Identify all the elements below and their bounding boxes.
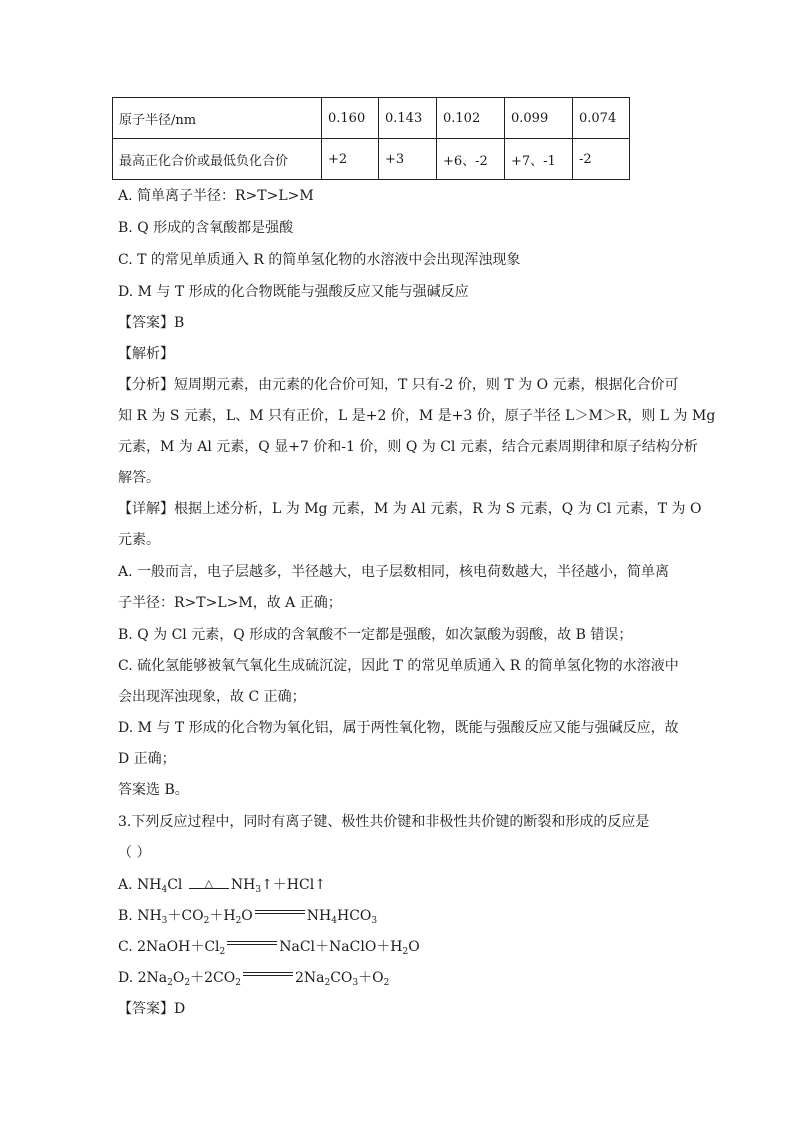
- equals-sign: [255, 910, 305, 916]
- detail-line: C. 硫化氢能够被氧气氧化生成硫沉淀，因此 T 的常见单质通入 R 的简单氢化物的水溶液中: [118, 658, 679, 674]
- q2-option-c: C. T 的常见单质通入 R 的简单氢化物的水溶液中会出现浑浊现象: [118, 252, 521, 268]
- row-label: 原子半径/nm: [113, 98, 322, 139]
- detail-line: 会出现浑浊现象，故 C 正确；: [118, 689, 306, 705]
- analysis-line: 解答。: [118, 470, 160, 486]
- table-cell: +6、-2: [437, 139, 505, 180]
- q3-option-b: B. $NH_3+CO_2+H_2O$ $NH_4HCO_3$: [118, 908, 378, 926]
- q2-analysis-heading: 【解析】: [118, 346, 174, 362]
- analysis-line: 元素，M 为 Al 元素，Q 显+7 价和-1 价，则 Q 为 Cl 元素，结合元素周期律和原子结构分析: [118, 439, 698, 455]
- row-label: 最高正化合价或最低负化合价: [113, 139, 322, 180]
- detail-line: A. 一般而言，电子层越多，半径越大，电子层数相同，核电荷数越大，半径越小，简单离: [118, 564, 670, 580]
- q3-option-c: C. $2NaOH+Cl_2$ $NaCl+NaClO+H_2O$: [118, 939, 420, 957]
- table-cell: +3: [379, 139, 437, 180]
- table-row: [113, 139, 630, 180]
- detail-line: B. Q 为 Cl 元素，Q 形成的含氧酸不一定都是强酸，如次氯酸为弱酸，故 B 错误；: [118, 627, 633, 643]
- equals-sign: [243, 972, 293, 978]
- table-row: [113, 98, 630, 139]
- q2-option-b: B. Q 形成的含氧酸都是强酸: [118, 220, 294, 236]
- table-cell: -2: [573, 139, 630, 180]
- table-cell: 0.102: [437, 98, 505, 139]
- q3-stem: 3.下列反应过程中，同时有离子键、极性共价键和非极性共价键的断裂和形成的反应是: [118, 814, 650, 830]
- table-cell: +7、-1: [505, 139, 573, 180]
- heat-condition-arrow: △: [187, 880, 231, 892]
- q3-option-d: D. $2Na_2O_2+2CO_2$ $2Na_2CO_3+O_2$: [118, 970, 390, 988]
- table-cell: +2: [322, 139, 379, 180]
- element-data-table: [112, 97, 630, 180]
- detail-line: 答案选 B。: [118, 782, 189, 798]
- detail-line: 元素。: [118, 532, 160, 548]
- q3-answer: 【答案】D: [118, 1001, 186, 1017]
- table-cell: 0.160: [322, 98, 379, 139]
- detail-line: 【详解】根据上述分析，L 为 Mg 元素，M 为 Al 元素，R 为 S 元素，Q 为 Cl 元素，T 为 O: [118, 501, 702, 517]
- q2-option-d: D. M 与 T 形成的化合物既能与强酸反应又能与强碱反应: [118, 284, 469, 300]
- equals-sign: [227, 941, 277, 947]
- detail-line: D 正确；: [118, 751, 176, 767]
- q3-blank: （ ）: [118, 845, 151, 861]
- analysis-line: 【分析】短周期元素，由元素的化合价可知，T 只有-2 价，则 T 为 O 元素，根据化合价可: [118, 377, 679, 393]
- detail-line: 子半径：R>T>L>M，故 A 正确；: [118, 595, 342, 611]
- table-cell: 0.074: [573, 98, 630, 139]
- table-cell: 0.099: [505, 98, 573, 139]
- analysis-line: 知 R 为 S 元素，L、M 只有正价，L 是+2 价，M 是+3 价，原子半径 L＞M＞R，则 L 为 Mg: [118, 408, 716, 424]
- table-cell: 0.143: [379, 98, 437, 139]
- q2-answer: 【答案】B: [118, 315, 185, 331]
- q3-option-a: A. $NH_4Cl$ △ $NH_3↑+HCl↑$: [118, 877, 326, 895]
- detail-line: D. M 与 T 形成的化合物为氧化铝，属于两性氧化物，既能与强酸反应又能与强碱反应，故: [118, 720, 679, 736]
- q2-option-a: A. 简单离子半径：R>T>L>M: [118, 188, 314, 204]
